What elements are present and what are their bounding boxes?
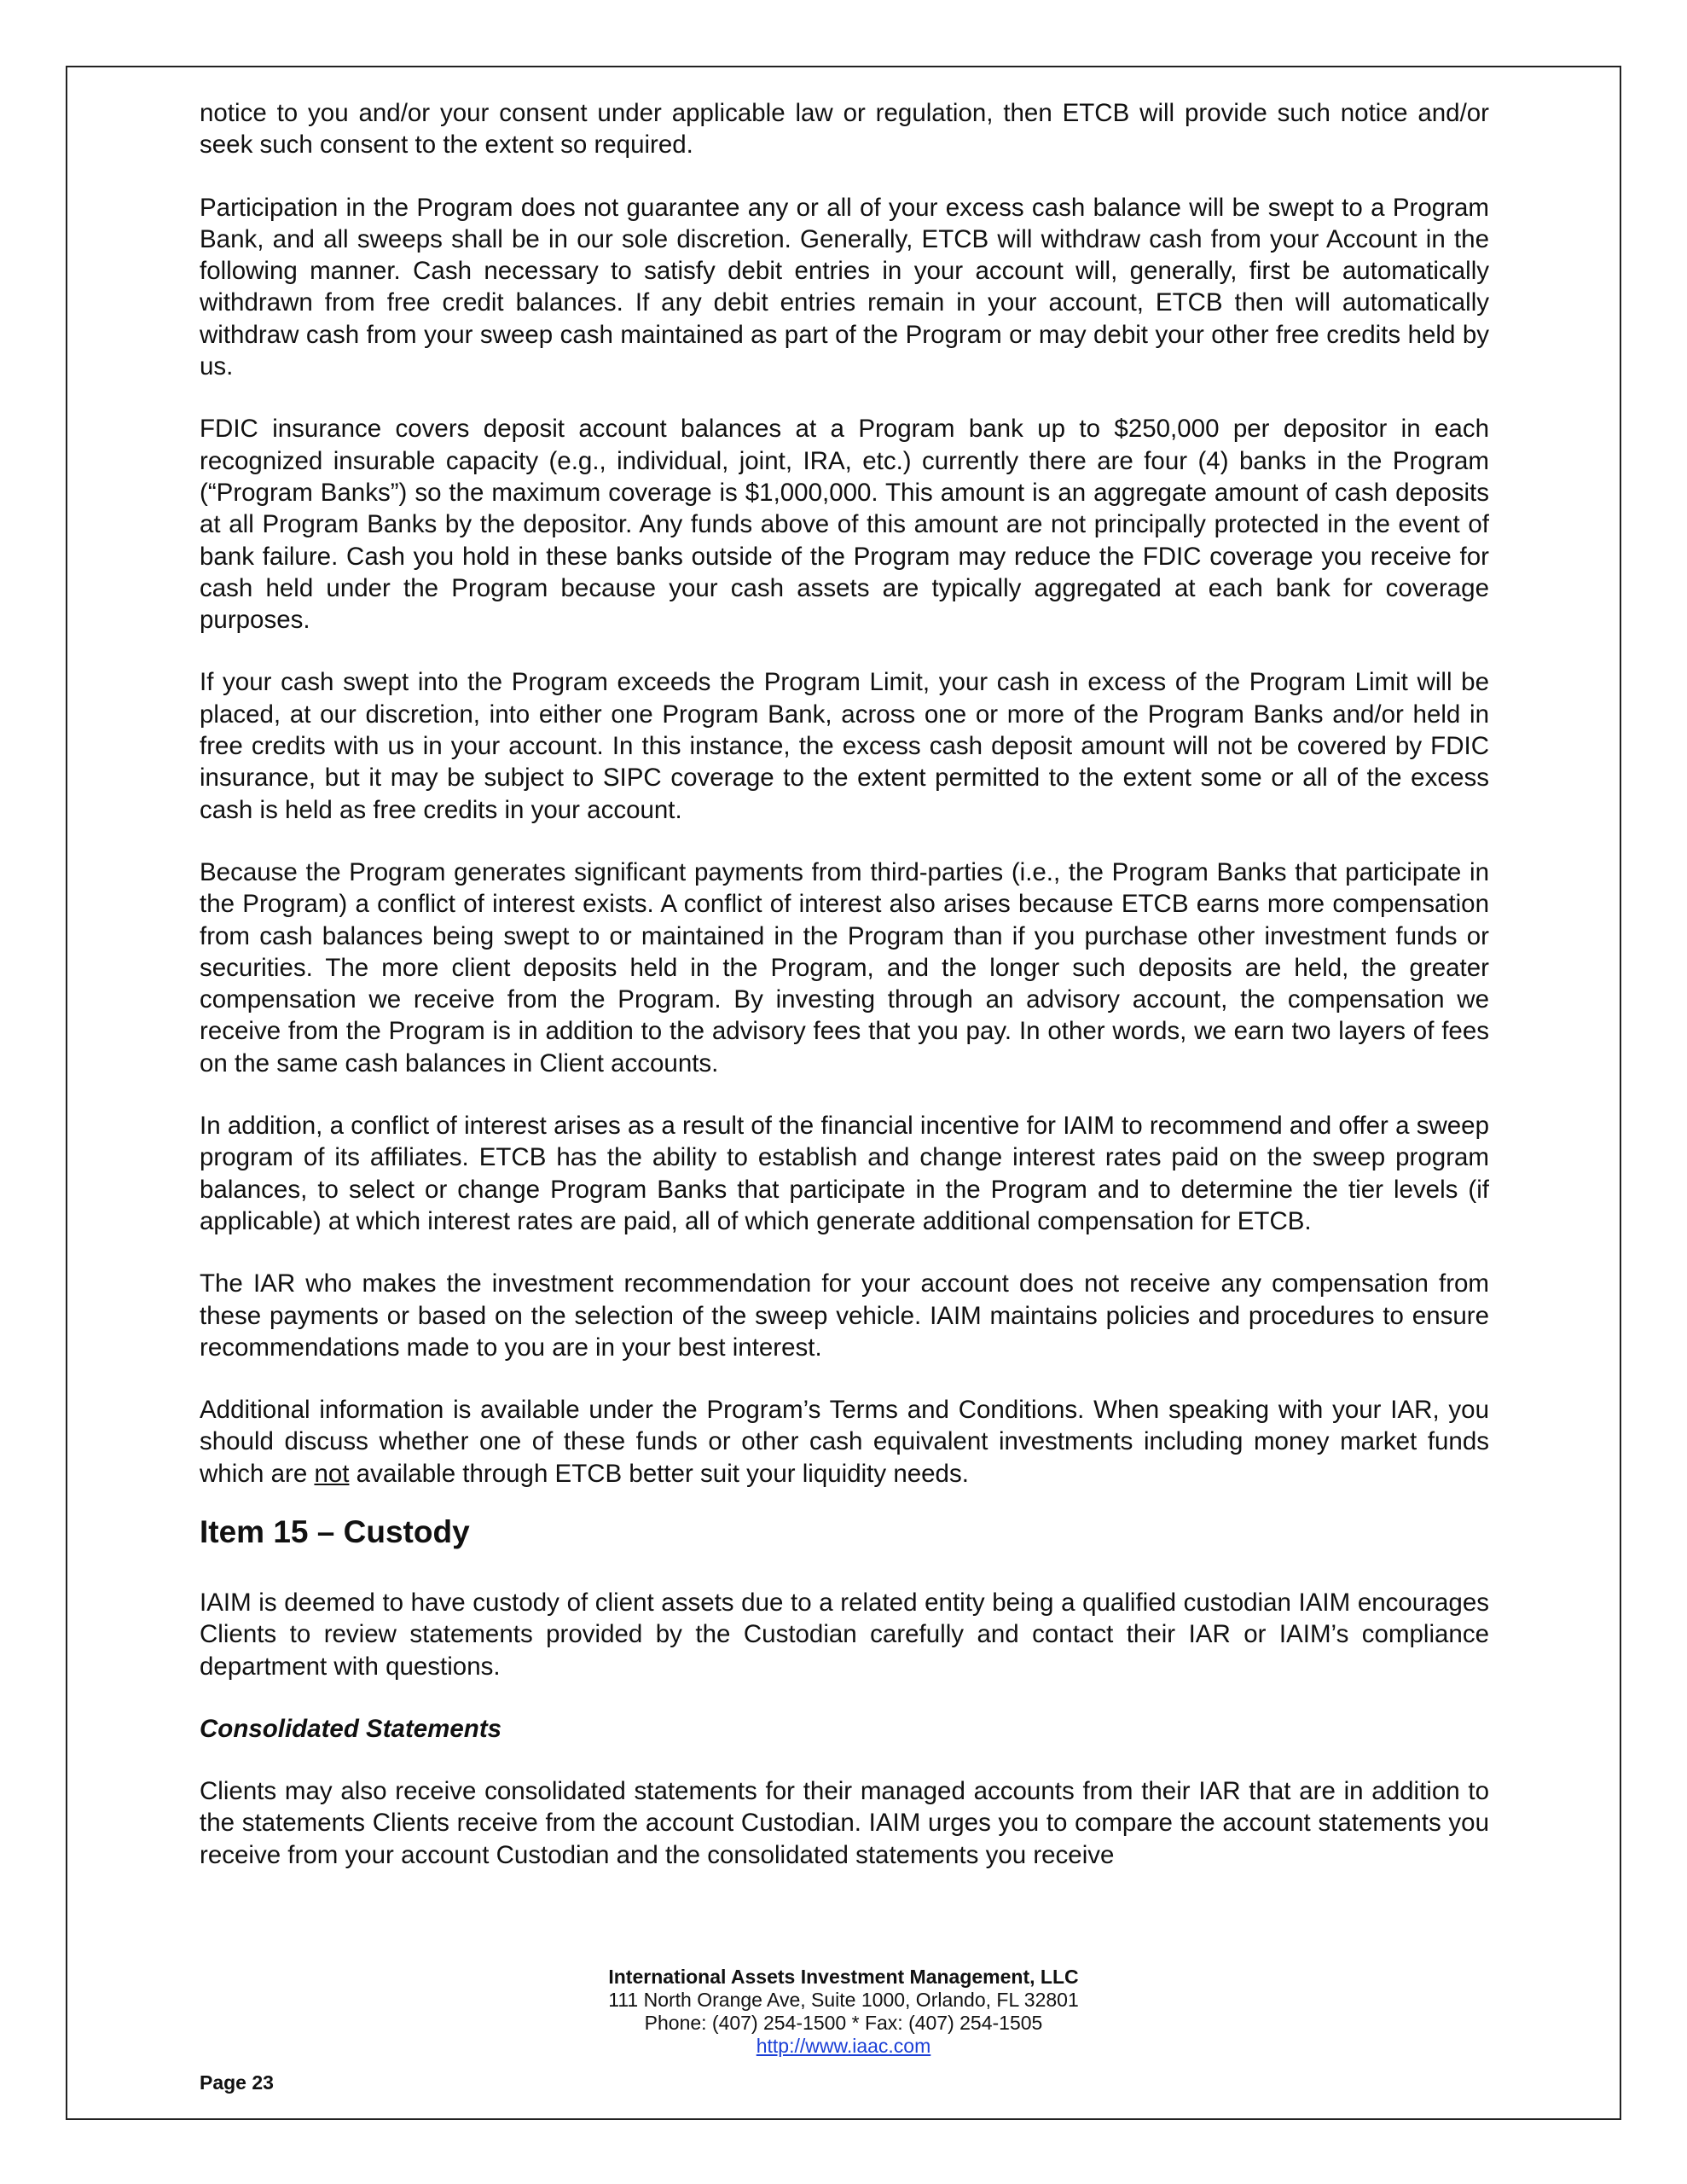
text-span: available through ETCB better suit your liquidity needs. <box>349 1459 969 1488</box>
footer-website-link[interactable]: http://www.iaac.com <box>756 2035 931 2057</box>
page-number: Page 23 <box>200 2071 274 2094</box>
paragraph: The IAR who makes the investment recommendation for your account does not receive any compensation from these payments or based on the selection of the sweep vehicle. IAIM maintains policies and procedures to ensure recommendations made to you are in your best interest. <box>200 1269 1489 1362</box>
paragraph: If your cash swept into the Program exceeds the Program Limit, your cash in excess of the Program Limit will be placed, at our discretion, into either one Program Bank, across one or more of the Program Banks and/or held in free credits with us in your account. In this instance, the excess cash deposit amount will not be covered by FDIC insurance, but it may be subject to SIPC coverage to the extent permitted to the extent some or all of the excess cash is held as free credits in your account. <box>200 668 1489 824</box>
paragraph: notice to you and/or your consent under applicable law or regulation, then ETCB will provide such notice and/or seek such consent to the extent so required. <box>200 99 1489 160</box>
paragraph: FDIC insurance covers deposit account balances at a Program bank up to $250,000 per depositor in each recognized insurable capacity (e.g., individual, joint, IRA, etc.) currently there are four (4) banks in the Program (“Program Banks”) so the maximum coverage is $1,000,000. This amount is an aggregate amount of cash deposits at all Program Banks by the depositor. Any funds above of this amount are not principally protected in the event of bank failure. Cash you hold in these banks outside of the Program may reduce the FDIC coverage you receive for cash held under the Program because your cash assets are typically aggregated at each bank for coverage purposes. <box>200 415 1489 635</box>
section-heading: Item 15 – Custody <box>200 1513 470 1549</box>
footer-company: International Assets Investment Management, LLC <box>608 1966 1079 1988</box>
underlined-word: not <box>314 1459 350 1488</box>
paragraph-additional-info <box>200 1394 1489 1490</box>
paragraph: In addition, a conflict of interest arises as a result of the financial incentive for IAIM to recommend and offer a sweep program of its affiliates. ETCB has the ability to establish and change interest rates paid on the sweep program balances, to select or change Program Banks that participate in the Program and to determine the tier levels (if applicable) at which interest rates are paid, all of which generate additional compensation for ETCB. <box>200 1112 1489 1235</box>
paragraph: Because the Program generates significant payments from third-parties (i.e., the Program Banks that participate in the Program) a conflict of interest exists. A conflict of interest also arises because ETCB earns more compensation from cash balances being swept to or maintained in the Program than if you purchase other investment funds or securities. The more client deposits held in the Program, and the longer such deposits are held, the greater compensation we receive from the Program. By investing through an advisory account, the compensation we receive from the Program is in addition to the advisory fees that you pay. In other words, we earn two layers of fees on the same cash balances in Client accounts. <box>200 857 1489 1077</box>
paragraph: Participation in the Program does not guarantee any or all of your excess cash balance will be swept to a Program Bank, and all sweeps shall be in our sole discretion. Generally, ETCB will withdraw cash from your Account in the following manner. Cash necessary to satisfy debit entries in your account will, generally, first be automatically withdrawn from free credit balances. If any debit entries remain in your account, ETCB then will automatically withdraw cash from your sweep cash maintained as part of the Program or may debit your other free credits held by us. <box>200 193 1489 381</box>
custody-paragraph: IAIM is deemed to have custody of client assets due to a related entity being a qualified custodian IAIM encourages Clients to review statements provided by the Custodian carefully and contact their IAR or IAIM’s compliance department with questions. <box>200 1588 1489 1681</box>
consolidated-paragraph: Clients may also receive consolidated statements for their managed accounts from their IAR that are in addition to the statements Clients receive from the account Custodian. IAIM urges you to compare the account statements you receive from your account Custodian and the consolidated statements you receive <box>200 1777 1489 1869</box>
subsection-heading: Consolidated Statements <box>200 1714 502 1743</box>
document-body <box>200 97 1489 1902</box>
footer-address: 111 North Orange Ave, Suite 1000, Orlando, FL 32801 <box>608 1989 1079 2011</box>
text-span: Additional information is available under the Program’s Terms and Conditions. When speaking with your IAR, you should discuss whether one of these funds or other cash equivalent investments including money market funds which are <box>200 1396 1489 1488</box>
footer-phone: Phone: (407) 254-1500 * Fax: (407) 254-1505 <box>644 2012 1043 2034</box>
page-footer <box>0 1966 1687 2058</box>
